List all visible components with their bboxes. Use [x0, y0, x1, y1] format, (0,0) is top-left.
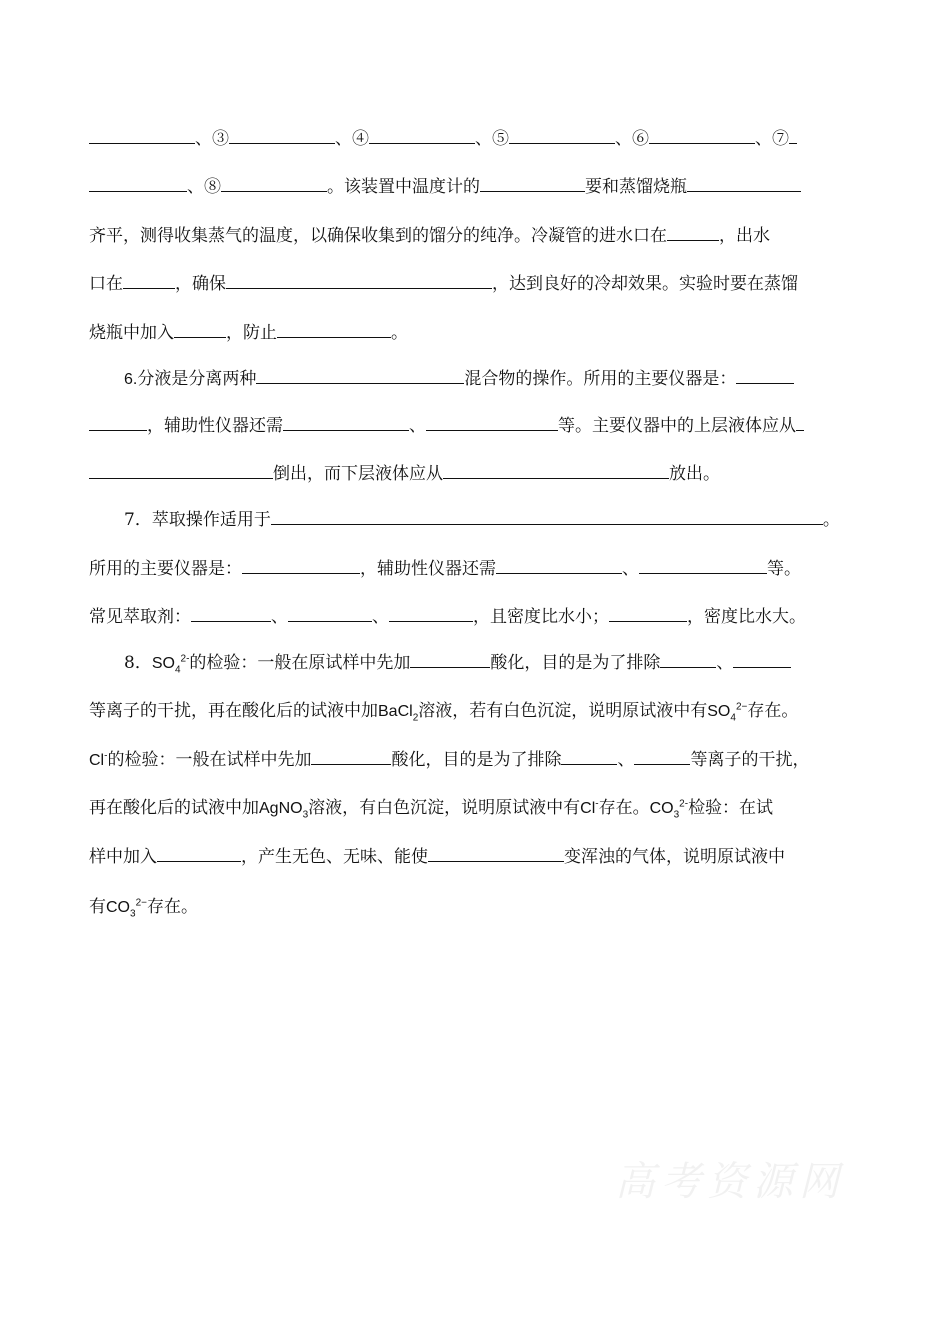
q5-line-4 [89, 272, 865, 296]
q8-text: 、 [716, 653, 734, 673]
q8-line-3 [89, 748, 865, 773]
answer-blank[interactable] [271, 508, 823, 525]
q8-text: 有 [89, 897, 106, 917]
q5-text: 口在 [89, 274, 123, 294]
q5-text: 齐平，测得收集蒸气的温度，以确保收集到的馏分的纯净。冷凝管的进水口在 [89, 226, 667, 246]
q5-text: ，确保 [175, 274, 226, 294]
q7-text: 、 [271, 607, 288, 627]
q8-line-2 [89, 699, 865, 724]
ion-charge: - [104, 750, 108, 762]
answer-blank[interactable] [89, 127, 195, 144]
q7-text: 、 [372, 607, 389, 627]
q7-text: 等。 [767, 559, 801, 579]
q7-text: 、 [622, 559, 639, 579]
answer-blank[interactable] [89, 175, 187, 192]
q8-text: 存在。 [747, 701, 799, 721]
q8-text: 检验：在试 [688, 798, 774, 818]
q8-text: 溶液，若有白色沉淀，说明原试液中有 [418, 701, 708, 721]
ion-subscript: 3 [673, 809, 680, 821]
q7-text: ，且密度比水小； [473, 607, 609, 627]
q7-line-1 [124, 508, 865, 532]
q8-text: 的检验：一般在原试样中先加 [189, 653, 411, 673]
q8-text: 等离子的干扰，再在酸化后的试液中加 [89, 701, 378, 721]
q6-text: 放出。 [669, 464, 720, 484]
q8-text: 酸化，目的是为了排除 [391, 750, 562, 770]
sulfate-ion: SO [151, 655, 175, 672]
q5-text: 。 [391, 323, 408, 343]
answer-blank[interactable] [229, 127, 335, 144]
chloride-ion: Cl [89, 752, 105, 769]
q6-text: 分液是分离两种 [137, 369, 257, 389]
answer-blank[interactable] [157, 845, 241, 862]
ion-charge: 2- [679, 798, 689, 810]
answer-blank[interactable] [561, 748, 617, 765]
answer-blank[interactable] [283, 414, 409, 431]
answer-blank[interactable] [89, 462, 273, 479]
watermark: 高考资源网 [615, 1159, 845, 1205]
answer-blank[interactable] [736, 367, 794, 384]
q7-text: 7．萃取操作适用于 [124, 510, 271, 530]
answer-blank[interactable] [639, 557, 767, 574]
answer-blank[interactable] [634, 748, 690, 765]
q8-line-6 [89, 895, 865, 920]
answer-blank[interactable] [687, 175, 801, 192]
q5-text: 、⑥ [615, 129, 649, 149]
q8-text: 样中加入 [89, 847, 157, 867]
q8-line-5 [89, 845, 865, 869]
answer-blank[interactable] [369, 127, 475, 144]
q6-text: 倒出，而下层液体应从 [273, 464, 443, 484]
answer-blank[interactable] [256, 367, 464, 384]
answer-blank[interactable] [191, 605, 271, 622]
chloride-ion: Cl [580, 800, 596, 817]
answer-blank[interactable] [496, 557, 622, 574]
answer-blank[interactable] [789, 127, 797, 144]
q8-line-1 [124, 651, 865, 676]
formula-subscript: 2 [412, 712, 419, 724]
answer-blank[interactable] [311, 748, 391, 765]
q8-text: 、 [617, 750, 635, 770]
ion-charge: 2- [180, 653, 190, 665]
q5-text: ，出水 [719, 226, 770, 246]
q8-text: ，产生无色、无味、能使 [241, 847, 428, 867]
answer-blank[interactable] [480, 175, 585, 192]
ion-subscript: 3 [130, 908, 136, 920]
q5-text: 、⑧ [187, 177, 221, 197]
q7-text: ，密度比水大。 [687, 607, 806, 627]
answer-blank[interactable] [242, 557, 360, 574]
sulfate-ion: SO [707, 703, 731, 720]
answer-blank[interactable] [174, 321, 226, 338]
q7-line-2 [89, 557, 865, 581]
answer-blank[interactable] [428, 845, 564, 862]
formula-subscript: 3 [302, 809, 309, 821]
ion-charge: 2− [135, 897, 147, 909]
q5-line-1 [89, 127, 865, 151]
answer-blank[interactable] [410, 651, 490, 668]
q7-text: 。 [822, 510, 840, 530]
answer-blank[interactable] [221, 175, 327, 192]
answer-blank[interactable] [609, 605, 687, 622]
q5-line-2 [89, 175, 865, 199]
answer-blank[interactable] [389, 605, 473, 622]
q5-text: 烧瓶中加入 [89, 323, 174, 343]
q8-text: 溶液，有白色沉淀，说明原试液中有 [308, 798, 581, 818]
answer-blank[interactable] [660, 651, 716, 668]
ion-subscript: 4 [174, 664, 181, 676]
reagent-formula: BaCl [378, 703, 413, 720]
answer-blank[interactable] [649, 127, 755, 144]
question-number: 8． [124, 653, 152, 673]
q6-text: 混合物的操作。所用的主要仪器是： [464, 369, 737, 389]
q6-line-1 [124, 367, 865, 392]
answer-blank[interactable] [123, 272, 175, 289]
q6-line-2 [89, 414, 865, 438]
q5-text: 要和蒸馏烧瓶 [585, 177, 687, 197]
answer-blank[interactable] [226, 272, 492, 289]
q5-text: 、③ [195, 129, 229, 149]
q8-text: 等离子的干扰， [690, 750, 810, 770]
q8-text: 存在。 [598, 798, 650, 818]
q7-line-3 [89, 605, 865, 629]
q6-line-3 [89, 462, 865, 486]
q5-text: 、④ [335, 129, 369, 149]
q7-text: 常见萃取剂： [89, 607, 191, 627]
answer-blank[interactable] [277, 321, 391, 338]
answer-blank[interactable] [89, 414, 147, 431]
q8-text: 存在。 [146, 897, 198, 917]
q5-text: 。该装置中温度计的 [327, 177, 480, 197]
q5-line-5 [89, 321, 865, 345]
q6-text: 、 [409, 416, 426, 436]
answer-blank[interactable] [509, 127, 615, 144]
answer-blank[interactable] [426, 414, 558, 431]
q5-text: 、⑤ [475, 129, 509, 149]
answer-blank[interactable] [288, 605, 372, 622]
q5-text: ，防止 [226, 323, 277, 343]
q5-text: ，达到良好的冷却效果。实验时要在蒸馏 [492, 274, 798, 294]
answer-blank[interactable] [796, 414, 804, 431]
q8-text: 的检验：一般在试样中先加 [107, 750, 312, 770]
q8-text: 变浑浊的气体，说明原试液中 [564, 847, 785, 867]
answer-blank[interactable] [667, 224, 719, 241]
question-number: 6. [124, 371, 138, 388]
answer-blank[interactable] [443, 462, 669, 479]
ion-charge: - [595, 798, 599, 810]
q6-text: ，辅助性仪器还需 [147, 416, 283, 436]
q8-text: 酸化，目的是为了排除 [490, 653, 661, 673]
reagent-formula: AgNO [259, 800, 303, 817]
ion-subscript: 4 [730, 712, 736, 724]
answer-blank[interactable] [733, 651, 791, 668]
q8-line-4 [89, 796, 865, 821]
carbonate-ion: CO [106, 899, 130, 916]
q7-text: 所用的主要仪器是： [89, 559, 242, 579]
q7-text: ，辅助性仪器还需 [360, 559, 496, 579]
q6-text: 等。主要仪器中的上层液体应从 [558, 416, 796, 436]
carbonate-ion: CO [649, 800, 674, 817]
ion-charge: 2− [735, 701, 748, 713]
q5-text: 、⑦ [755, 129, 789, 149]
q8-text: 再在酸化后的试液中加 [89, 798, 259, 818]
q5-line-3 [89, 224, 865, 248]
